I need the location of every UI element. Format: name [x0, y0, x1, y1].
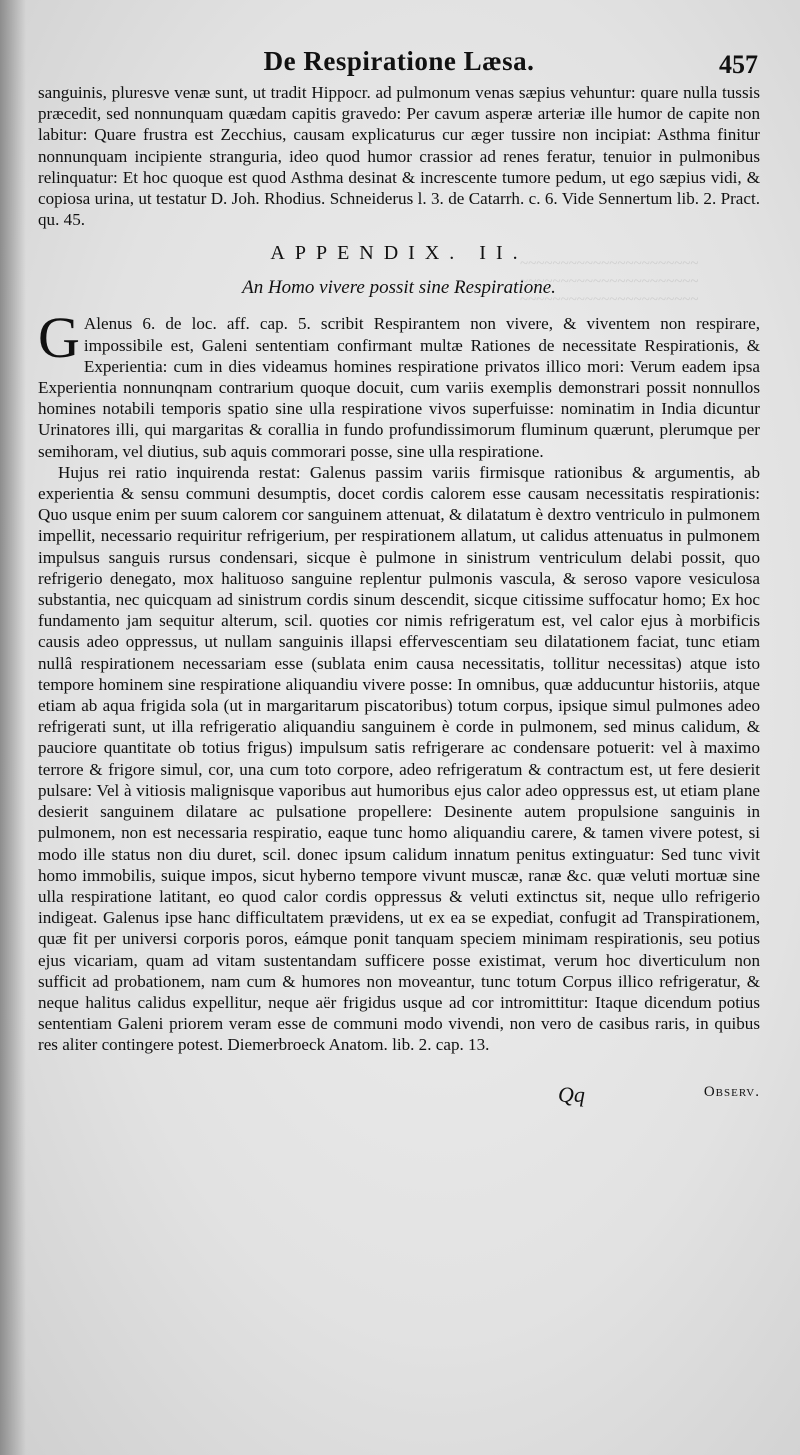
catchword: Observ.	[703, 1083, 760, 1100]
page-footer	[38, 1076, 760, 1116]
running-head	[38, 42, 760, 82]
appendix-heading: APPENDIX. II.	[270, 242, 528, 265]
appendix-subtitle: An Homo vivere possit sine Respiratione.	[242, 277, 556, 299]
page-number: 457	[719, 50, 758, 79]
appendix-paragraph-2: Hujus rei ratio inquirenda restat: Galenus passim variis firmisque rationibus & argumentis, ab experientia & sensu communi desumptis, docet cordis calorem esse causam necessitatis respirationis: Quo usque enim per suum calorem cor sanguinem attenuat, & dilatatum è dextro ventriculo in pulmonem impellit, necessario requiritur refrigerium, per respirationem allatum, ut calidus attenuatus in pulmonem impulsus sanguis rursus condensari, sicque è pulmone in sinistrum ventriculum delabi possit, quo refrigerio denegato, mox halituoso sanguine replentur pulmonis vascula, & seroso vapore vesiculosa substantia, nec quicquam ad sinistrum cordis sinum descendit, sicque citissime suffocatur homo; Ex hoc fundamento jam sequitur alterum, scil. quoties cor nimis refrigeratum est, vel calor ejus à morbificis causis adeo oppressus, ut nullam sanguinis illapsi effervescentiam seu dilatationem faciat, tunc etiam nullâ respirationem necessariam esse (sublata enim causa necessitatis, tollitur necessitas) atque isto tempore hominem sine respiratione aliquandiu vivere posse: In omnibus, quæ adducuntur historiis, atque etiam ab aqua frigida sola (ut in margaritarum piscatoribus) totum corpus, ipsique simul pulmones adeo refrigerati sunt, ut illa refrigeratio aliquandiu sanguinem è corde in pulmonem, sed minus calidum, & pauciore quantitate ob totius frigus) impulsum satis refrigerare ac condensare potuerit: vel à maximo terrore & frigore simul, cor, una cum toto corpore, adeo refrigeratum & contractum est, ut fere desierit pulsare: Vel à vitiosis malignisque vaporibus aut humoribus ejus calor adeo oppressus est, ut etiam plane desierit sanguinem dilatare ac pulsatione propellere: Desinente autem propulsione sanguinis in pulmonem, non est necessaria respiratio, eaque tunc homo aliquandiu carere, & tamen vivere potest, si modo ille status non diu duret, scil. donec ipsum calidum innatum penitus extinguatur: Sed tunc vivit homo immobilis, suique impos, sicut hyberno tempore vivunt muscæ, ranæ &c. quæ veluti mortuæ sine ulla respiratione latitant, eo quod calor cordis oppressus & veluti extinctus sit, neque ullo refrigerio indigeat. Galenus ipse hanc difficultatem prævidens, ut ex ea se expediat, confugit ad Transpirationem, quæ fit per universi corporis poros, eámque ponit tanquam speciem minimam respirationis, seu potius ejus vicariam, quam ad vitam sustentandam sufficere posse existimat, verum hoc diverticulum non sufficit ad probationem, nam cum & humores non moveantur, tunc totum Corpus illico refrigeratur, & neque halitus calidus expellitur, neque aër frigidus usque ad cor intromittitur: Itaque dicendum potius sententiam Galeni priorem veram esse de communi modo vivendi, non vero de casibus raris, in quibus res aliter contingere potest. Diemerbroeck Anatom. lib. 2. cap. 13.	[38, 462, 760, 1055]
continuation-paragraph: sanguinis, pluresve venæ sunt, ut tradit Hippocr. ad pulmonum venas sæpius vehuntur: quare nulla tussis præcedit, sed nonnunquam quædam capitis gravedo: Per cavum asperæ arteriæ ille humor de capite non labitur: Quare frustra est Zecchius, causam explicaturus cur æger tussire non incipiat: Asthma finitur nonnunquam incipiente stranguria, ideo quod humor crassior ad renes feratur, tenuior in pulmonibus relinquatur: Et hoc quoque est quod Asthma desinat & increscente tumore pedum, ut ego sæpius vidi, & copiosa urina, ut testatur D. Joh. Rhodius. Schneiderus l. 3. de Catarrh. c. 6. Vide Sennertum lib. 2. Pract. qu. 45.	[38, 83, 760, 230]
drop-cap: G	[38, 305, 80, 371]
appendix-paragraph-1-text: Alenus 6. de loc. aff. cap. 5. scribit Respirantem non vivere, & viventem non respirare, impossibile est, Galeni sententiam confirmant multæ Rationes de necessitate Respirationis, & Experientia: cum in dies videamus homines respiratione privatos illico mori: Verum eadem ipsa Experientia nonnunqnam contrarium quoque docuit, cum variis exemplis demonstrari possit nonnullos homines notabili temporis spatio sine ulla respiratione vivos superfuisse: nominatim in India dicuntur Urinatores illi, qui margaritas & corallia in fundo profundissimorum fluminum quærunt, plerumque per semihoram, vel diutius, sub aquis commorari posse, sine ulla respiratione.	[38, 314, 760, 461]
running-title: De Respiratione Læsa.	[263, 46, 535, 76]
appendix-paragraph-1	[38, 305, 760, 461]
signature-mark: Qq	[558, 1081, 585, 1107]
show-through-text: ~~~~~~~~~~~~~~~~~~~~~~ ~~~~~~~~~~~~~~~~~~~~~~ ~~~~~~~~~~~~~~~~~~~~~~	[520, 256, 699, 308]
